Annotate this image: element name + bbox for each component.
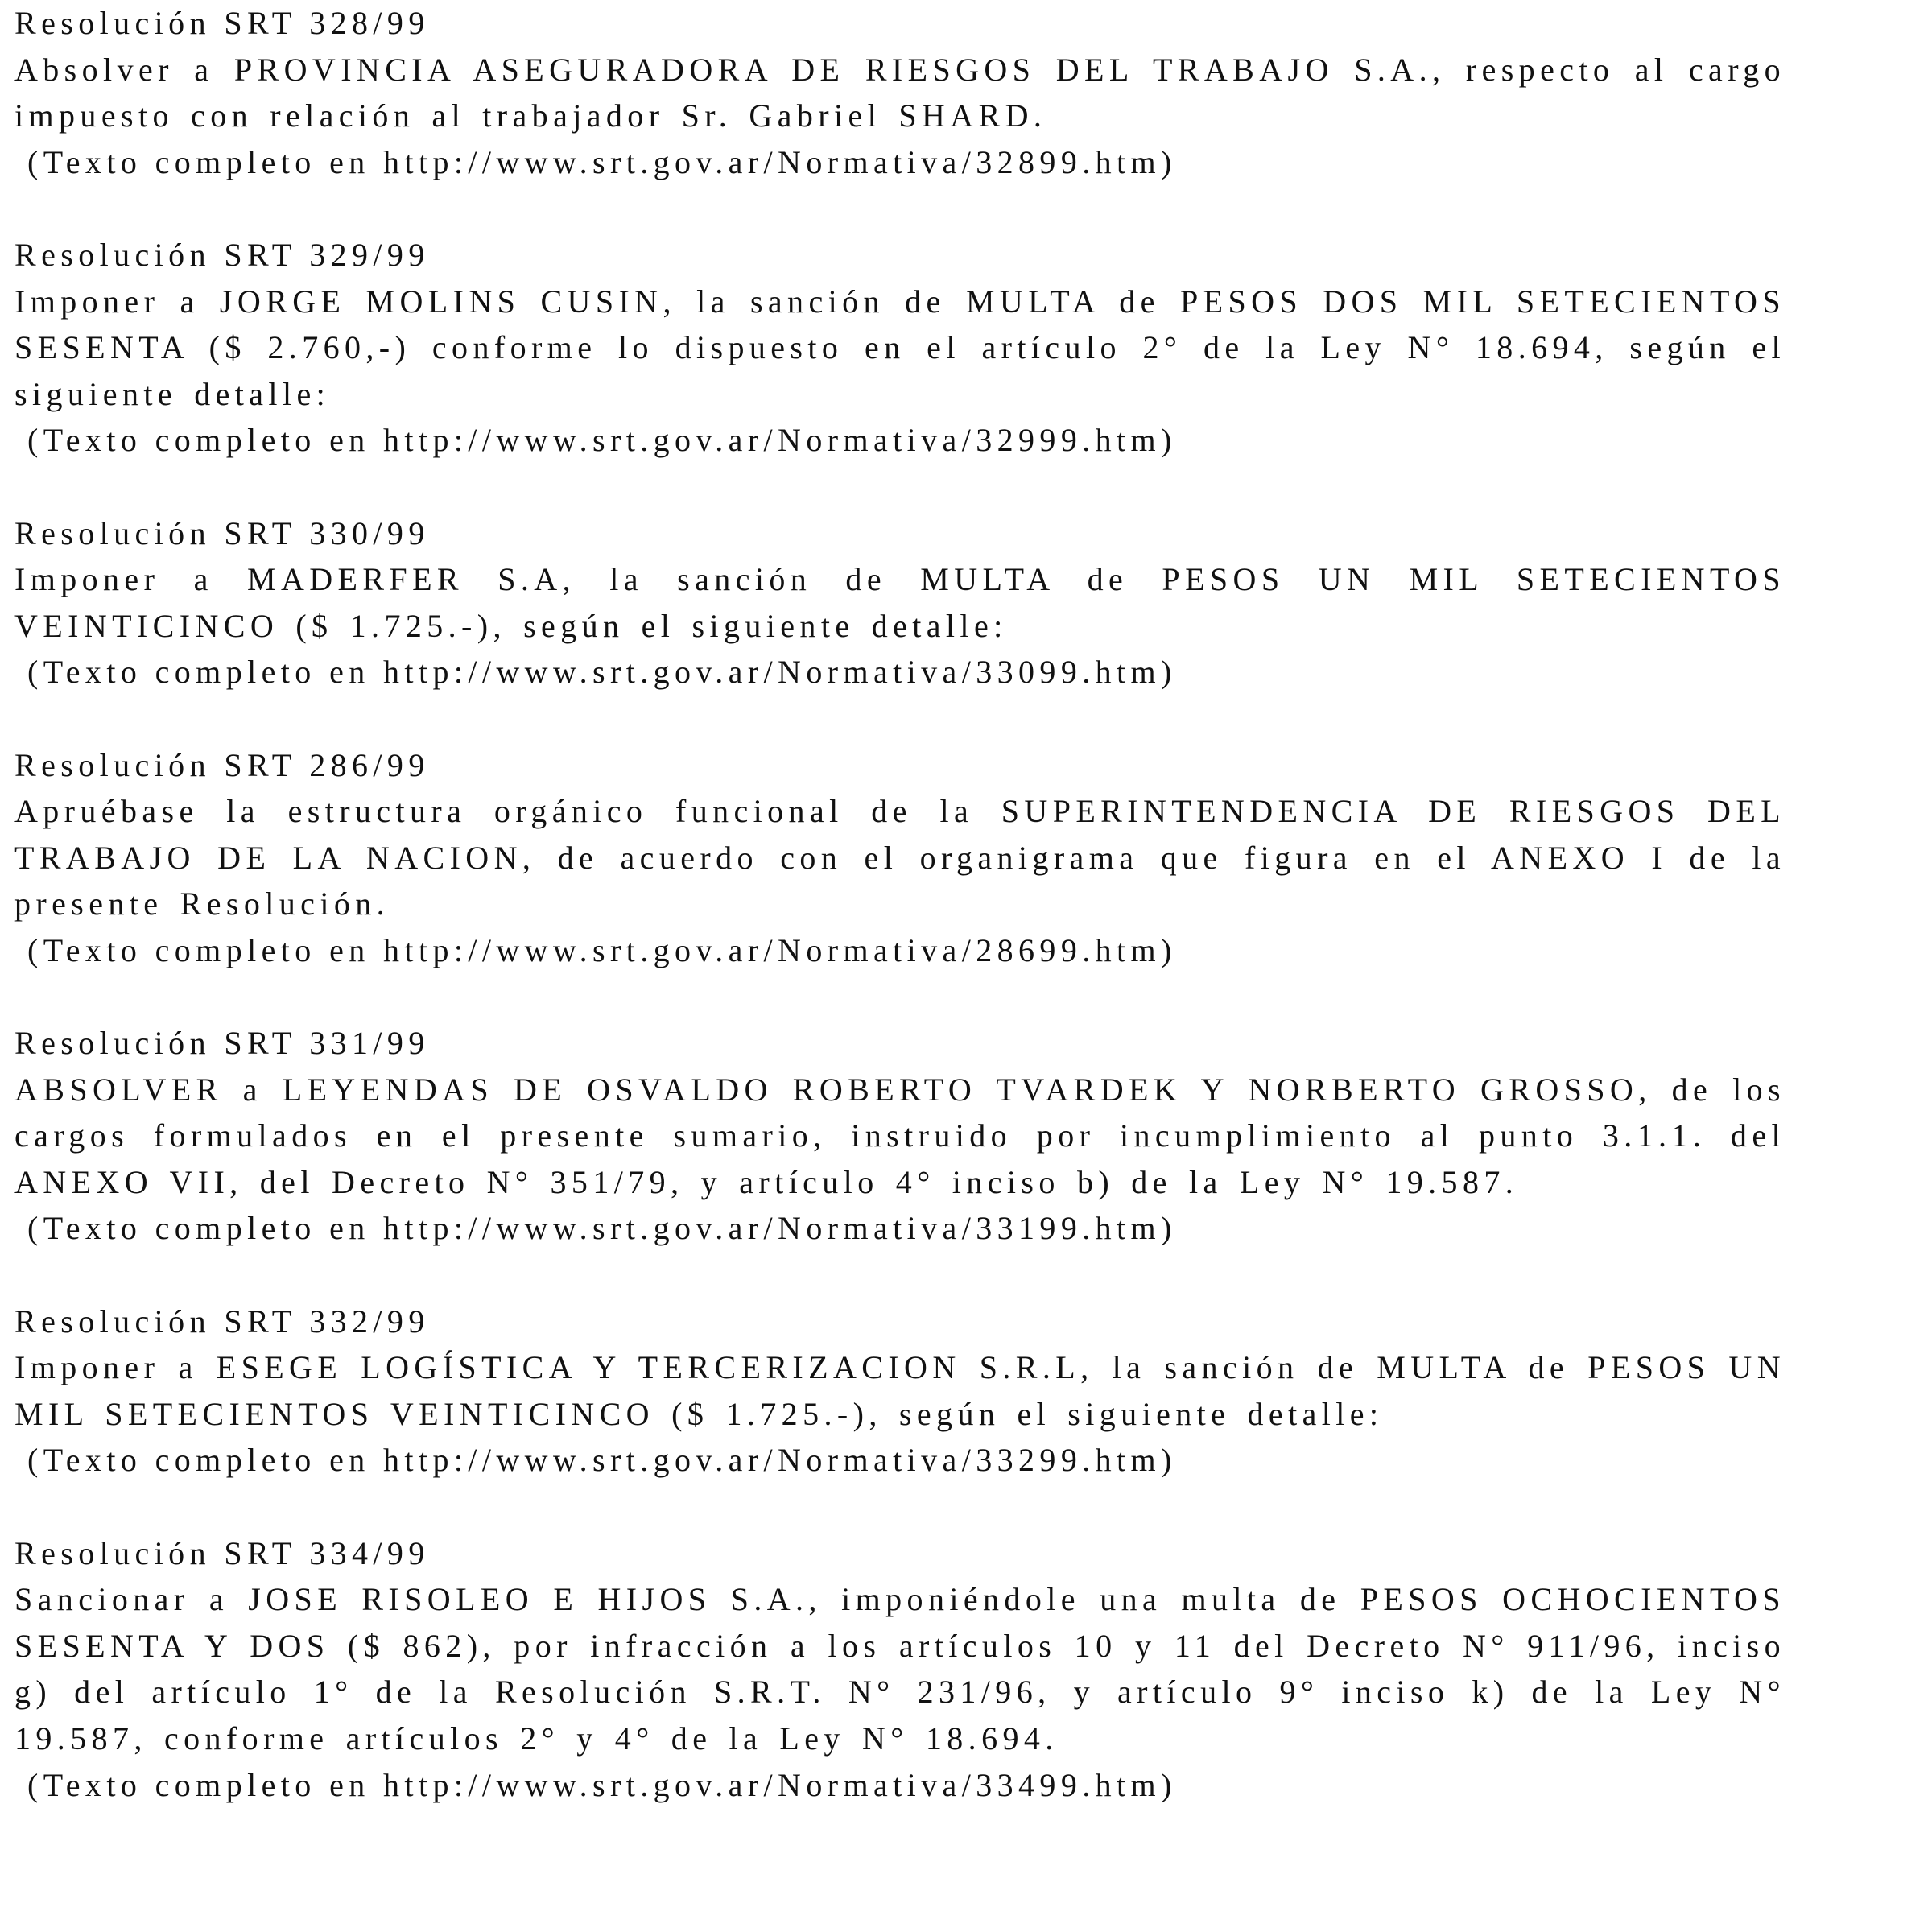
resolution-full-text-link: (Texto completo en http://www.srt.gov.ar/Normativa/32999.htm) bbox=[27, 422, 1177, 459]
resolution-summary: Imponer a MADERFER S.A, la sanción de MULTA de PESOS UN MIL SETECIENTOS VEINTICINCO ($ 1.725.-), según el siguiente detalle: bbox=[14, 561, 1785, 644]
resolution-full-text-link: (Texto completo en http://www.srt.gov.ar/Normativa/33299.htm) bbox=[27, 1442, 1177, 1479]
resolution-summary: Sancionar a JOSE RISOLEO E HIJOS S.A., imponiéndole una multa de PESOS OCHOCIENTOS SESENTA Y DOS ($ 862), por infracción a los artículos 10 y 11 del Decreto N° 911/96, inciso g) del artículo 1° de la Resolución S.R.T. N° 231/96, y artículo 9° inciso k) de la Ley N° 19.587, conforme artículos 2° y 4° de la Ley N° 18.694. bbox=[14, 1581, 1785, 1757]
resolution-title: Resolución SRT 330/99 bbox=[14, 514, 430, 551]
resolution-summary: Imponer a ESEGE LOGÍSTICA Y TERCERIZACION S.R.L, la sanción de MULTA de PESOS UN MIL SETECIENTOS VEINTICINCO ($ 1.725.-), según el siguiente detalle: bbox=[14, 1349, 1785, 1432]
resolution-full-text-link: (Texto completo en http://www.srt.gov.ar/Normativa/33499.htm) bbox=[27, 1766, 1177, 1803]
resolution-entry-329 bbox=[14, 232, 1785, 464]
resolution-summary: Absolver a PROVINCIA ASEGURADORA DE RIESGOS DEL TRABAJO S.A., respecto al cargo impuesto con relación al trabajador Sr. Gabriel SHARD. bbox=[14, 51, 1785, 134]
resolution-title: Resolución SRT 329/99 bbox=[14, 236, 430, 273]
resolution-entry-331 bbox=[14, 1020, 1785, 1252]
resolution-entry-328 bbox=[14, 0, 1785, 185]
resolution-title: Resolución SRT 332/99 bbox=[14, 1302, 430, 1340]
resolution-title: Resolución SRT 328/99 bbox=[14, 5, 430, 41]
resolution-summary: Imponer a JORGE MOLINS CUSIN, la sanción de MULTA de PESOS DOS MIL SETECIENTOS SESENTA ($ 2.760,-) conforme lo dispuesto en el artículo 2° de la Ley N° 18.694, según el siguiente detalle: bbox=[14, 283, 1785, 412]
resolution-entry-286 bbox=[14, 742, 1785, 974]
document-page bbox=[14, 0, 1785, 1855]
resolution-title: Resolución SRT 286/99 bbox=[14, 746, 430, 783]
resolution-summary: ABSOLVER a LEYENDAS DE OSVALDO ROBERTO TVARDEK Y NORBERTO GROSSO, de los cargos formulados en el presente sumario, instruido por incumplimiento al punto 3.1.1. del ANEXO VII, del Decreto N° 351/79, y artículo 4° inciso b) de la Ley N° 19.587. bbox=[14, 1071, 1785, 1200]
resolution-title: Resolución SRT 334/99 bbox=[14, 1534, 430, 1571]
resolution-full-text-link: (Texto completo en http://www.srt.gov.ar/Normativa/33199.htm) bbox=[27, 1210, 1177, 1247]
resolution-entry-332 bbox=[14, 1298, 1785, 1484]
resolution-title: Resolución SRT 331/99 bbox=[14, 1025, 430, 1062]
resolution-full-text-link: (Texto completo en http://www.srt.gov.ar/Normativa/32899.htm) bbox=[27, 143, 1177, 180]
resolution-full-text-link: (Texto completo en http://www.srt.gov.ar/Normativa/28699.htm) bbox=[27, 931, 1177, 968]
resolution-entry-334 bbox=[14, 1530, 1785, 1809]
resolution-summary: Apruébase la estructura orgánico funcional de la SUPERINTENDENCIA DE RIESGOS DEL TRABAJO DE LA NACION, de acuerdo con el organigrama que figura en el ANEXO I de la presente Resolución. bbox=[14, 793, 1785, 923]
resolution-full-text-link: (Texto completo en http://www.srt.gov.ar/Normativa/33099.htm) bbox=[27, 654, 1177, 691]
resolution-entry-330 bbox=[14, 510, 1785, 696]
